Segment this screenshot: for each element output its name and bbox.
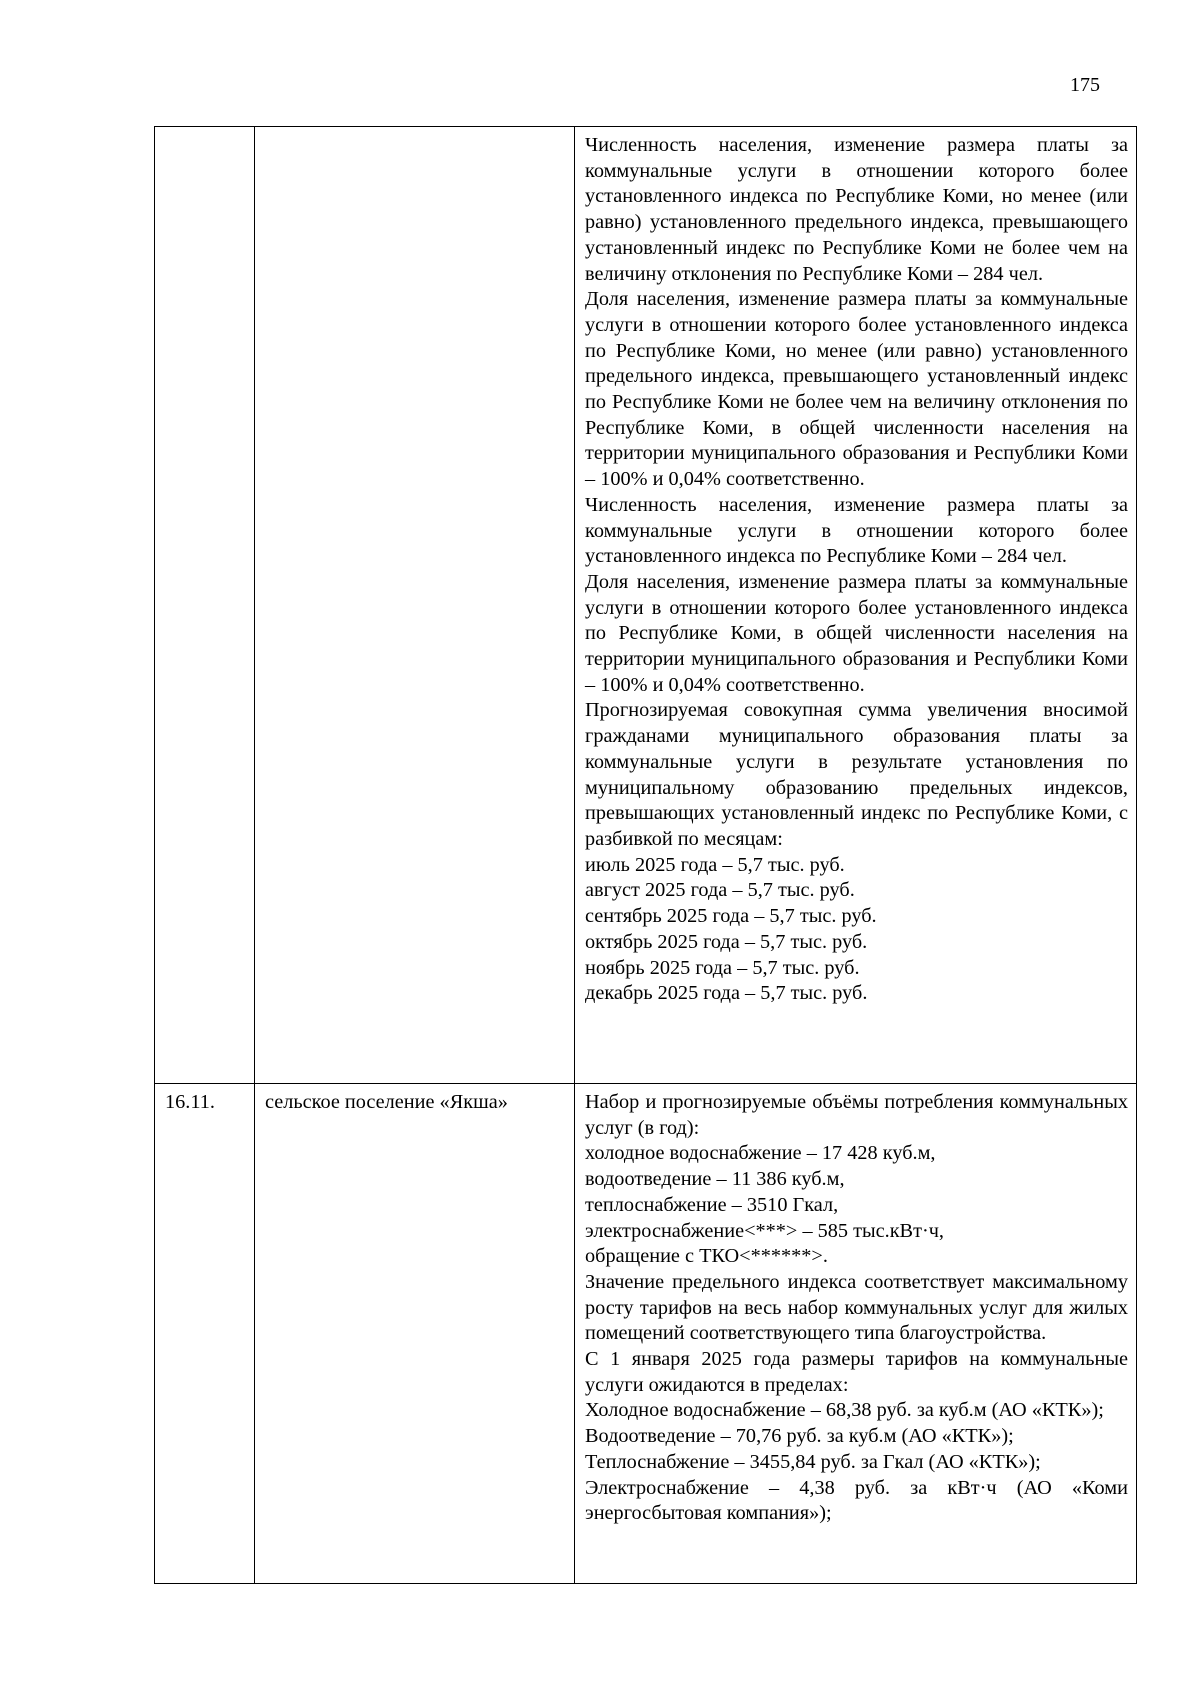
tariff-line: Холодное водоснабжение – 68,38 руб. за куб.м (АО «КТК»);	[585, 1399, 1104, 1422]
index-note-paragraph: Значение предельного индекса соответствует максимальному росту тарифов на весь набор коммунальных услуг для жилых помещений соответствующего типа благоустройства.	[585, 1270, 1128, 1345]
paragraph: Прогнозируемая совокупная сумма увеличения вносимой гражданами муниципального образования платы за коммунальные услуги в результате установления по муниципальному образованию предельных индексов, превышающих установленный индекс по Республике Коми, с разбивкой по месяцам:	[585, 699, 1128, 850]
month-line: август 2025 года – 5,7 тыс. руб.	[585, 879, 855, 902]
paragraph: Доля населения, изменение размера платы за коммунальные услуги в отношении которого более установленного индекса по Республике Коми, но менее (или равно) установленного предельного индекса, превышающего установленный индекс по Республике Коми не более чем на величину отклонения по Республике Коми, в общей численности населения на территории муниципального образования и Республики Коми – 100% и 0,04% соответственно.	[585, 288, 1128, 491]
row-number-cell: 16.11.	[155, 1084, 255, 1584]
tariff-line: Теплоснабжение – 3455,84 руб. за Гкал (АО «КТК»);	[585, 1450, 1041, 1473]
month-line: ноябрь 2025 года – 5,7 тыс. руб.	[585, 956, 860, 979]
paragraph: Численность населения, изменение размера платы за коммунальные услуги в отношении которого более установленного индекса по Республике Коми, но менее (или равно) установленного предельного индекса, превышающего установленный индекс по Республике Коми не более чем на величину отклонения по Республике Коми – 284 чел.	[585, 134, 1128, 285]
month-line: октябрь 2025 года – 5,7 тыс. руб.	[585, 930, 868, 953]
month-line: декабрь 2025 года – 5,7 тыс. руб.	[585, 982, 868, 1005]
volume-line: обращение с ТКО<******>.	[585, 1245, 828, 1268]
municipality-name-cell	[255, 127, 575, 1084]
municipal-table	[154, 126, 1137, 1584]
description-cell	[575, 127, 1137, 1084]
paragraph: Доля населения, изменение размера платы за коммунальные услуги в отношении которого более установленного индекса по Республике Коми, в общей численности населения на территории муниципального образования и Республики Коми – 100% и 0,04% соответственно.	[585, 570, 1128, 696]
table-row	[155, 127, 1137, 1084]
volume-line: холодное водоснабжение – 17 428 куб.м,	[585, 1142, 936, 1165]
intro-paragraph: Набор и прогнозируемые объёмы потребления коммунальных услуг (в год):	[585, 1091, 1128, 1139]
volume-line: теплоснабжение – 3510 Гкал,	[585, 1193, 839, 1216]
tariffs-intro-paragraph: С 1 января 2025 года размеры тарифов на коммунальные услуги ожидаются в пределах:	[585, 1348, 1128, 1396]
description-cell	[575, 1084, 1137, 1584]
volume-line: водоотведение – 11 386 куб.м,	[585, 1168, 845, 1191]
paragraph: Численность населения, изменение размера платы за коммунальные услуги в отношении которого более установленного индекса по Республике Коми – 284 чел.	[585, 493, 1128, 568]
volume-line: электроснабжение<***> – 585 тыс.кВт·ч,	[585, 1219, 944, 1242]
month-line: июль 2025 года – 5,7 тыс. руб.	[585, 853, 845, 876]
page-number: 175	[1070, 74, 1100, 96]
tariff-line: Электроснабжение – 4,38 руб. за кВт·ч (АО «Коми энергосбытовая компания»);	[585, 1476, 1128, 1525]
tariff-line: Водоотведение – 70,76 руб. за куб.м (АО «КТК»);	[585, 1425, 1014, 1448]
month-line: сентябрь 2025 года – 5,7 тыс. руб.	[585, 905, 877, 928]
row-number-cell	[155, 127, 255, 1084]
table-row	[155, 1084, 1137, 1584]
municipality-name-cell: сельское поселение «Якша»	[255, 1084, 575, 1584]
